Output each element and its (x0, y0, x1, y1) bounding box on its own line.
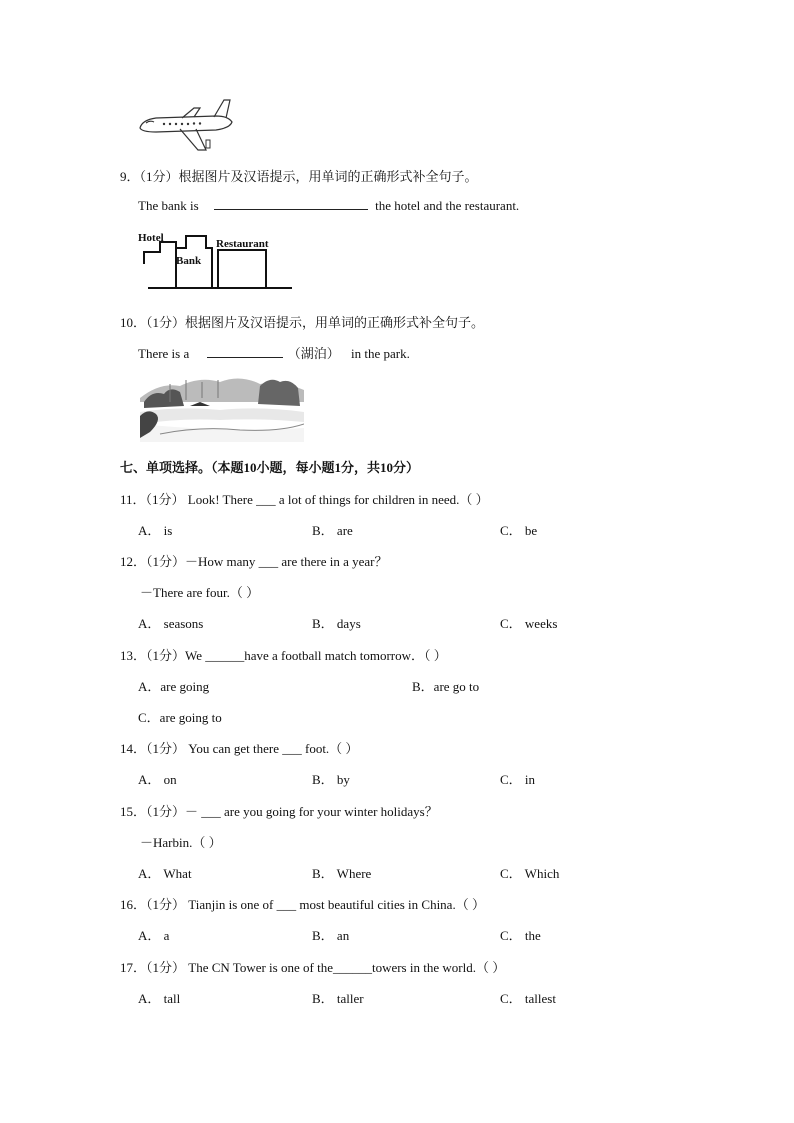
question-10-sentence (138, 343, 410, 362)
question-15-stem: 15．（1分）－ ___ are you going for your winter holidays？ (120, 804, 438, 819)
sentence-end: the hotel and the restaurant. (375, 198, 520, 213)
option-c[interactable]: C． Which (500, 866, 560, 881)
sentence-start: The bank is (138, 198, 199, 213)
option-a[interactable]: A． is (138, 523, 173, 538)
option-a[interactable]: A． a (138, 928, 170, 943)
restaurant-label: Restaurant (216, 238, 269, 250)
answer-blank[interactable] (207, 345, 283, 358)
buildings-image (136, 230, 300, 294)
option-b[interactable]: B． taller (312, 991, 364, 1006)
question-11-stem: 11．（1分） Look! There ___ a lot of things for children in need.（ ） (120, 492, 489, 507)
sentence-end: in the park. (351, 346, 410, 361)
question-13-stem: 13．（1分）We ______have a football match tomorrow．（ ） (120, 648, 447, 663)
option-a[interactable]: A． What (138, 866, 192, 881)
question-10-prompt: 10．（1分）根据图片及汉语提示，用单词的正确形式补全句子。 (120, 315, 485, 330)
option-c[interactable]: C． be (500, 523, 538, 538)
airplane-image (136, 98, 236, 154)
option-a[interactable]: A． tall (138, 991, 181, 1006)
option-b[interactable]: B． by (312, 772, 350, 787)
question-9-sentence (138, 197, 519, 214)
option-c[interactable]: C．are going to (138, 710, 222, 725)
question-15-answer-line: －Harbin.（ ） (140, 835, 222, 850)
option-a[interactable]: A．are going (138, 679, 210, 694)
option-a[interactable]: A． seasons (138, 616, 204, 631)
sentence-start: There is a (138, 346, 190, 361)
section-7-title: 七、单项选择。（本题10小题，每小题1分，共10分） (120, 460, 420, 475)
option-c[interactable]: C． in (500, 772, 536, 787)
lake-park-image (140, 372, 304, 442)
option-c[interactable]: C． the (500, 928, 541, 943)
question-12-stem: 12．（1分）－How many ___ are there in a year？ (120, 554, 388, 569)
question-14-stem: 14．（1分） You can get there ___ foot.（ ） (120, 741, 359, 756)
chinese-hint: （湖泊） (287, 346, 340, 361)
answer-blank[interactable] (214, 197, 368, 210)
bank-label: Bank (176, 255, 202, 267)
option-c[interactable]: C． weeks (500, 616, 558, 631)
option-b[interactable]: B． days (312, 616, 361, 631)
option-b[interactable]: B．are go to (412, 679, 480, 694)
question-17-stem: 17．（1分） The CN Tower is one of the______towers in the world.（ ） (120, 960, 506, 975)
option-b[interactable]: B． Where (312, 866, 372, 881)
question-16-stem: 16．（1分） Tianjin is one of ___ most beautiful cities in China.（ ） (120, 897, 485, 912)
option-a[interactable]: A． on (138, 772, 177, 787)
option-b[interactable]: B． an (312, 928, 350, 943)
option-b[interactable]: B． are (312, 523, 353, 538)
option-c[interactable]: C． tallest (500, 991, 556, 1006)
hotel-label: Hotel (138, 232, 164, 244)
question-12-answer-line: －There are four.（ ） (140, 585, 260, 600)
question-9-prompt: 9．（1分）根据图片及汉语提示，用单词的正确形式补全句子。 (120, 169, 478, 184)
